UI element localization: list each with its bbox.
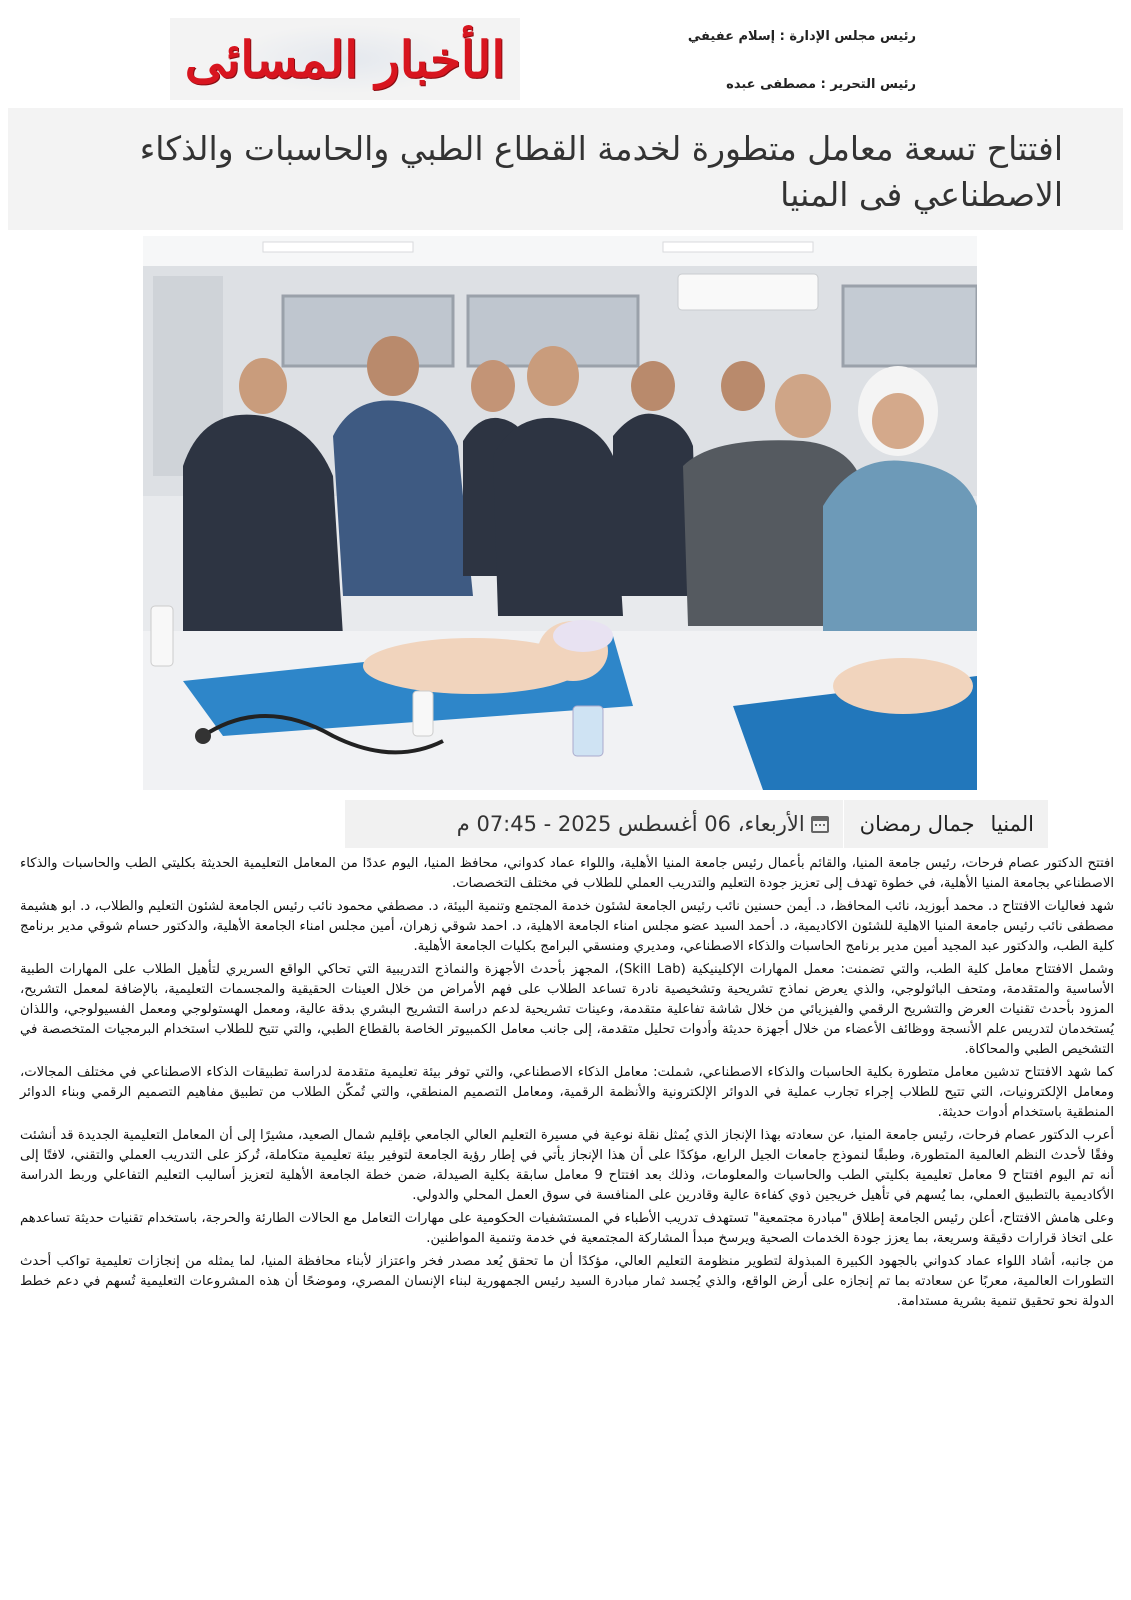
- headline-band: [8, 108, 1123, 230]
- article-paragraph: شهد فعاليات الافتتاح د. محمد أبوزيد، نائب المحافظ، د. أيمن حسنين نائب رئيس الجامعة لشئون خدمة المجتمع وتنمية البيئة، د. مصطفي محمود نائب رئيس الجامعة لشئون التعليم والطلاب، د. ابو هشيمة مصطفى نائب رئيس جامعة المنيا الاهلية للشئون الاكاديمية، د. أحمد السيد عضو مجلس امناء الجامعة الاهلية، د. احمد شوقي زهران، أمين مجلس امناء الجامعة الأهلية، والدكتور حسام شوقي مدير برنامج كلية الطب، والدكتور عبد المجيد أمين مدير برنامج الحاسبات والذكاء الاصطناعي، ومديري ومنسقي البرامج بكليات الجامعة الأهلية.: [20, 899, 1114, 954]
- article-paragraph: كما شهد الافتتاح تدشين معامل متطورة بكلية الحاسبات والذكاء الاصطناعي، شملت: معامل الذكاء الاصطناعي، والتي توفر بيئة تعليمية متقدمة لدراسة تطبيقات الذكاء الاصطناعي في مختلف المجالات، ومعامل الإلكترونيات، التي تتيح للطلاب إجراء تجارب عملية في الدوائر الإلكترونية والأنظمة الرقمية، ومعامل التصميم المنطقي، والتي تُمكّن الطلاب من تطبيق مفاهيم التصميم الرقمي وبناء الدوائر المنطقية باستخدام أدوات حديثة.: [20, 1065, 1114, 1120]
- article-body: [20, 854, 1114, 1315]
- article-meta-bar: [345, 800, 1048, 848]
- chairman-line: رئيس مجلس الإدارة : إسلام عفيفي: [687, 29, 916, 44]
- article-paragraph: وشمل الافتتاح معامل كلية الطب، والتي تضمنت: معمل المهارات الإكلينيكية (Skill Lab)، المجهز بأحدث الأجهزة والنماذج التدريبية التي تحاكي الواقع السريري لتأهيل الطلاب على المهارات الطبية الأساسية والمتقدمة، ومتحف الباثولوجي، والذي يعرض نماذج تشريحية وتشخيصية نادرة تساعد الطلاب على فهم الأمراض من خلال العينات الحقيقية والمجسمات التعليمية، بالإضافة لمعمل التشريح، المزود بأحدث تقنيات العرض والتشريح الرقمي والفيزيائي من خلال شاشة تفاعلية متقدمة، وعينات تشريحية لدعم دراسة التشريح البشري بدقة عالية، ومعمل الهستولوجي ومعمل الفسيولوجي، واللذان يُستخدمان لتدريس علم الأنسجة ووظائف الأعضاء من خلال أجهزة حديثة وأدوات تحليل متقدمة، إلى جانب معامل الكمبيوتر الخاصة بالقطاع الطبي، والتي تتيح للطلاب استخدام البرمجيات المتخصصة في التشخيص الطبي والمحاكاة.: [20, 962, 1115, 1057]
- article-date: [457, 812, 829, 836]
- article-paragraph: وعلى هامش الافتتاح، أعلن رئيس الجامعة إطلاق "مبادرة مجتمعية" تستهدف تدريب الأطباء في المستشفيات الحكومية على مهارات التعامل مع الحالات الطارئة والحرجة، باستخدام تقنيات حديثة تساعدهم على اتخاذ قرارات دقيقة وسريعة، بما يعزز جودة الخدمات الصحية ويرسخ مبدأ المشاركة المجتمعية في خدمة وتنمية المواطنين.: [20, 1211, 1114, 1246]
- photo-illustration: [143, 236, 977, 790]
- article-paragraph: افتتح الدكتور عصام فرحات، رئيس جامعة المنيا، والقائم بأعمال رئيس جامعة المنيا الأهلية، واللواء عماد كدواني، محافظ المنيا، اليوم عددًا من المعامل التعليمية الحديثة بكليتي الطب والحاسبات والذكاء الاصطناعي بجامعة المنيا الأهلية، في خطوة تهدف إلى تعزيز جودة التعليم والتدريب العملي للطلاب في مختلف التخصصات.: [20, 856, 1114, 891]
- article-author[interactable]: جمال رمضان: [859, 812, 975, 836]
- article-paragraph: من جانبه، أشاد اللواء عماد كدواني بالجهود الكبيرة المبذولة لتطوير منظومة التعليم العالي، مؤكدًا أن ما تحقق يُعد مصدر فخر واعتزاز لأبناء محافظة المنيا، لما يمثله من إنجازات تعليمية تواكب أحدث التطورات العالمية، معربًا عن سعادته بما تم إنجازه على أرض الواقع، والذي يُجسد ثمار مبادرة السيد رئيس الجمهورية لبناء الإنسان المصري، وموضحًا أن هذه المشروعات التعليمية تُسهم في دعم خطط الدولة نحو تحقيق تنمية بشرية مستدامة.: [20, 1254, 1114, 1309]
- meta-divider: [843, 800, 844, 848]
- article-headline: افتتاح تسعة معامل متطورة لخدمة القطاع الطبي والحاسبات والذكاء الاصطناعي فى المنيا: [139, 129, 1063, 214]
- logo-text: الأخبار المسائى: [184, 29, 506, 89]
- article-location[interactable]: المنيا: [990, 812, 1034, 836]
- editor-line: رئيس التحرير : مصطفى عبده: [726, 77, 916, 92]
- newspaper-logo: [170, 18, 520, 100]
- article-date-text: الأربعاء، 06 أغسطس 2025 - 07:45 م: [456, 812, 805, 836]
- calendar-icon: [811, 816, 829, 833]
- masthead-staff: [688, 24, 916, 120]
- article-photo: [143, 236, 977, 790]
- article-paragraph: أعرب الدكتور عصام فرحات، رئيس جامعة المنيا، عن سعادته بهذا الإنجاز الذي يُمثل نقلة نوعية في مسيرة التعليم العالي الجامعي بإقليم شمال الصعيد، مشيرًا إلى أن المعامل التعليمية الجديدة قد أنشئت وفقًا لأحدث النظم العالمية المتطورة، وطبقًا لنموذج جامعات الجيل الرابع، مؤكدًا على أن هذا الإنجاز يأتي في إطار رؤية الجامعة لتوفير بيئة تعليمية متكاملة، تُركز على التدريب العملي والتقني، لافتًا إلى أنه تم اليوم افتتاح 9 معامل تعليمية بكليتي الطب والحاسبات والمعلومات، وذلك بعد افتتاح 9 معامل سابقة بكلية الصيدلة، ضمن خطة الجامعة الأهلية لتعزيز أساليب التعليم التفاعلي وربط الدراسة الأكاديمية بالتطبيق العملي، بما يُسهم في تأهيل خريجين ذوي كفاءة عالية وقادرين على المنافسة في سوق العمل المحلي والدولي.: [20, 1128, 1114, 1203]
- masthead: [0, 0, 1131, 108]
